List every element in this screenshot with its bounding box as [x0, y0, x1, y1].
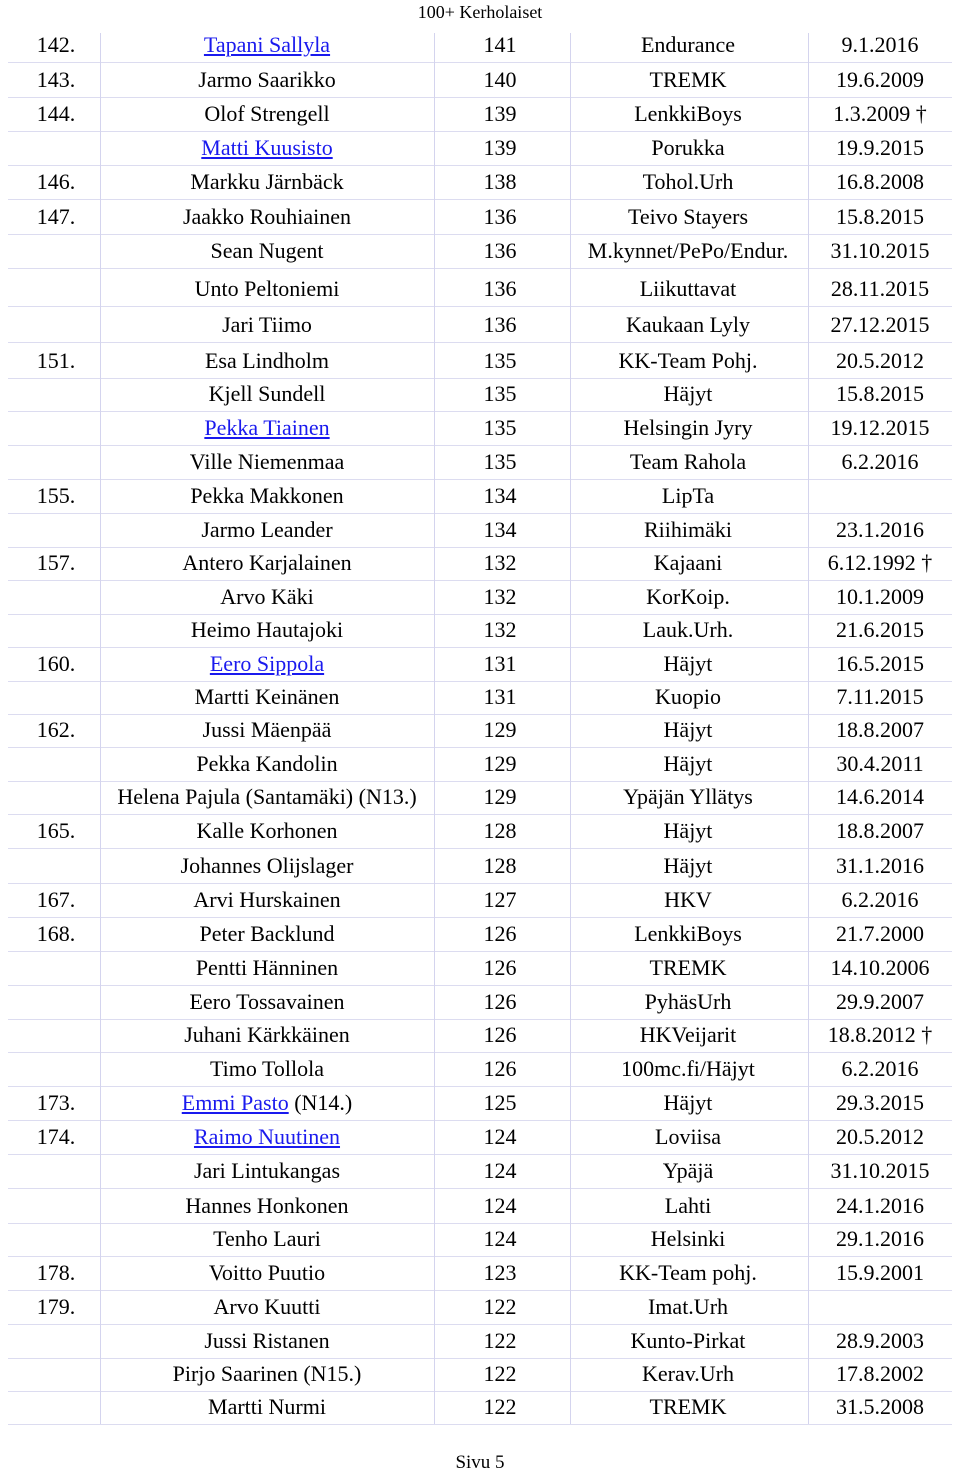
count-cell: 135	[483, 348, 517, 373]
rank-cell: 167.	[36, 887, 76, 912]
count-cell: 125	[483, 1090, 517, 1115]
date-cell: 15.9.2001	[836, 1260, 924, 1285]
count-cell: 129	[483, 717, 517, 742]
name-cell	[100, 479, 434, 513]
name-cell	[100, 308, 434, 342]
name-cell	[100, 344, 434, 378]
name-cell	[100, 747, 434, 781]
table-row	[8, 1018, 952, 1053]
table-row	[8, 1086, 952, 1121]
club-cell: Lauk.Urh.	[642, 617, 734, 642]
rank-cell: 168.	[36, 921, 76, 946]
count-cell: 127	[483, 887, 517, 912]
club-cell: Lahti	[664, 1193, 712, 1218]
date-cell: 20.5.2012	[836, 1124, 924, 1149]
runner-name: Kalle Korhonen	[196, 818, 338, 843]
name-cell	[100, 580, 434, 614]
count-cell: 124	[483, 1193, 517, 1218]
name-cell	[100, 1256, 434, 1290]
name-cell	[100, 165, 434, 199]
count-cell: 126	[483, 921, 517, 946]
rank-cell	[12, 680, 100, 714]
name-cell	[100, 613, 434, 647]
table-row	[8, 814, 952, 849]
table-row	[8, 234, 952, 269]
count-cell: 132	[483, 617, 517, 642]
club-cell: 100mc.fi/Häjyt	[621, 1056, 755, 1081]
count-cell: 135	[483, 381, 517, 406]
date-cell: 9.1.2016	[841, 33, 919, 57]
runner-name: Jari Lintukangas	[193, 1158, 341, 1183]
count-cell: 126	[483, 955, 517, 980]
club-cell: Tohol.Urh	[642, 169, 734, 194]
runner-name: Pekka Makkonen	[190, 483, 344, 508]
runner-name-link[interactable]: Matti Kuusisto	[201, 135, 333, 160]
table-row	[8, 344, 952, 379]
table-row	[8, 131, 952, 166]
date-cell: 6.2.2016	[841, 449, 919, 474]
results-table-body	[8, 33, 952, 1424]
runner-name: Hannes Honkonen	[185, 1193, 349, 1218]
runner-name: Jussi Mäenpää	[202, 717, 332, 742]
runner-name: Arvo Kuutti	[213, 1294, 321, 1319]
name-cell	[100, 780, 434, 814]
header-title: 100+ Kerholaiset	[417, 2, 543, 22]
club-cell: TREMK	[649, 955, 727, 980]
date-cell: 31.10.2015	[830, 238, 930, 263]
date-cell: 21.6.2015	[836, 617, 924, 642]
rank-cell: 160.	[36, 651, 76, 676]
table-row	[8, 917, 952, 952]
date-cell: 16.8.2008	[836, 169, 924, 194]
runner-name: Jari Tiimo	[222, 312, 312, 337]
date-cell: 29.3.2015	[836, 1090, 924, 1115]
rank-cell: 142.	[36, 33, 76, 57]
runner-name: Kjell Sundell	[208, 381, 326, 406]
rank-cell	[12, 951, 100, 985]
name-cell	[100, 1390, 434, 1424]
count-cell: 136	[483, 238, 517, 263]
name-cell	[100, 917, 434, 951]
rank-cell: 151.	[36, 348, 76, 373]
table-row	[8, 33, 952, 63]
count-cell: 129	[483, 751, 517, 776]
rank-cell	[12, 411, 100, 445]
runner-name: Arvo Käki	[220, 584, 314, 609]
rank-cell: 146.	[36, 169, 76, 194]
runner-name-link[interactable]: Pekka Tiainen	[204, 415, 330, 440]
club-cell: HKVeijarit	[639, 1022, 737, 1047]
name-cell	[100, 63, 434, 97]
table-row	[8, 680, 952, 715]
club-cell: PyhäsUrh	[644, 989, 732, 1014]
count-cell: 132	[483, 584, 517, 609]
runner-name: Olof Strengell	[204, 101, 330, 126]
club-cell: Liikuttavat	[639, 276, 737, 301]
runner-name: Sean Nugent	[210, 238, 324, 263]
table-row	[8, 1324, 952, 1359]
rank-cell: 162.	[36, 717, 76, 742]
date-cell: 24.1.2016	[836, 1193, 924, 1218]
club-cell: M.kynnet/PePo/Endur.	[587, 238, 789, 263]
page-header	[0, 0, 960, 28]
table-row	[8, 1120, 952, 1155]
rank-cell	[12, 1189, 100, 1223]
date-cell: 18.8.2007	[836, 818, 924, 843]
count-cell: 139	[483, 101, 517, 126]
table-row	[8, 849, 952, 884]
runner-name-suffix: (N14.)	[288, 1090, 353, 1115]
club-cell: HKV	[664, 887, 712, 912]
count-cell: 129	[483, 784, 517, 809]
date-cell: 19.6.2009	[836, 67, 924, 92]
count-cell: 128	[483, 818, 517, 843]
club-cell: Häjyt	[663, 853, 713, 878]
club-cell: Häjyt	[663, 381, 713, 406]
club-cell: Porukka	[651, 135, 725, 160]
rank-cell: 173.	[36, 1090, 76, 1115]
club-cell: KorKoip.	[646, 584, 730, 609]
name-cell	[100, 131, 434, 165]
count-cell: 131	[483, 684, 517, 709]
club-cell: Kunto-Pirkat	[630, 1328, 746, 1353]
count-cell: 124	[483, 1226, 517, 1251]
runner-name-link[interactable]: Emmi Pasto	[181, 1090, 289, 1115]
count-cell: 141	[483, 33, 517, 57]
name-cell	[100, 883, 434, 917]
count-cell: 122	[483, 1328, 517, 1353]
table-row	[8, 63, 952, 98]
runner-name: Jussi Ristanen	[204, 1328, 330, 1353]
name-cell	[100, 985, 434, 1019]
name-cell	[100, 1357, 434, 1391]
rank-cell	[12, 613, 100, 647]
name-cell	[100, 951, 434, 985]
table-row	[8, 308, 952, 343]
date-cell: 31.10.2015	[830, 1158, 930, 1183]
count-cell: 122	[483, 1394, 517, 1419]
runner-name: Timo Tollola	[210, 1056, 324, 1081]
club-cell: Ypäjän Yllätys	[623, 784, 753, 809]
column-divider	[570, 33, 571, 1424]
table-row	[8, 613, 952, 648]
date-cell: 1.3.2009 †	[833, 101, 927, 126]
page-number: Sivu 5	[455, 1452, 505, 1473]
rank-cell	[12, 445, 100, 479]
table-row	[8, 546, 952, 581]
name-cell	[100, 680, 434, 714]
club-cell: Helsingin Jyry	[623, 415, 753, 440]
rank-cell	[12, 1018, 100, 1052]
name-cell	[100, 1154, 434, 1188]
table-row	[8, 883, 952, 918]
count-cell: 136	[483, 276, 517, 301]
table-row	[8, 272, 952, 307]
club-cell: Häjyt	[663, 717, 713, 742]
club-cell: LenkkiBoys	[634, 921, 742, 946]
club-cell: TREMK	[649, 67, 727, 92]
club-cell: Kerav.Urh	[641, 1361, 735, 1386]
club-cell: KK-Team Pohj.	[618, 348, 758, 373]
club-cell: Häjyt	[663, 1090, 713, 1115]
name-cell	[100, 1324, 434, 1358]
date-cell: 16.5.2015	[836, 651, 924, 676]
runner-name: Unto Peltoniemi	[194, 276, 340, 301]
table-row	[8, 1256, 952, 1291]
count-cell: 135	[483, 415, 517, 440]
runner-name: Pirjo Saarinen (N15.)	[172, 1361, 362, 1386]
table-row	[8, 1290, 952, 1325]
name-cell	[100, 33, 434, 62]
table-row	[8, 1052, 952, 1087]
date-cell: 6.2.2016	[841, 1056, 919, 1081]
club-cell: Häjyt	[663, 818, 713, 843]
runner-name: Antero Karjalainen	[182, 550, 352, 575]
date-cell: 28.9.2003	[836, 1328, 924, 1353]
rank-cell	[12, 377, 100, 411]
column-divider	[100, 33, 101, 1424]
count-cell: 136	[483, 312, 517, 337]
table-row	[8, 200, 952, 235]
runner-name: Markku Järnbäck	[190, 169, 344, 194]
runner-name: Esa Lindholm	[204, 348, 330, 373]
count-cell: 131	[483, 651, 517, 676]
table-row	[8, 747, 952, 782]
rank-cell: 147.	[36, 204, 76, 229]
runner-name: Eero Tossavainen	[189, 989, 345, 1014]
rank-cell	[12, 131, 100, 165]
club-cell: Imat.Urh	[647, 1294, 729, 1319]
name-cell	[100, 1120, 434, 1154]
runner-name: Peter Backlund	[199, 921, 335, 946]
name-cell	[100, 1290, 434, 1324]
count-cell: 140	[483, 67, 517, 92]
club-cell: Kajaani	[653, 550, 723, 575]
club-cell: Kuopio	[655, 684, 721, 709]
table-row	[8, 411, 952, 446]
date-cell: 18.8.2012 †	[827, 1022, 933, 1047]
date-cell: 29.1.2016	[836, 1226, 924, 1251]
table-row	[8, 951, 952, 986]
table-row	[8, 513, 952, 548]
table-row	[8, 580, 952, 615]
rank-cell	[12, 1324, 100, 1358]
runner-name: Martti Keinänen	[194, 684, 340, 709]
runner-name-link[interactable]: Tapani Sallyla	[203, 33, 331, 57]
name-cell	[100, 1086, 434, 1120]
runner-name: Voitto Puutio	[208, 1260, 326, 1285]
page-footer	[0, 1452, 960, 1474]
name-cell	[100, 200, 434, 234]
table-row	[8, 479, 952, 514]
count-cell: 124	[483, 1158, 517, 1183]
name-cell	[100, 546, 434, 580]
name-cell	[100, 713, 434, 747]
club-cell: Teivo Stayers	[627, 204, 749, 229]
date-cell: 27.12.2015	[830, 312, 930, 337]
date-cell: 21.7.2000	[836, 921, 924, 946]
runner-name: Jarmo Leander	[201, 517, 333, 542]
count-cell: 123	[483, 1260, 517, 1285]
date-cell: 7.11.2015	[836, 684, 924, 709]
count-cell: 132	[483, 550, 517, 575]
runner-name: Helena Pajula (Santamäki) (N13.)	[117, 784, 417, 809]
table-row	[8, 1189, 952, 1224]
club-cell: KK-Team pohj.	[619, 1260, 757, 1285]
name-cell	[100, 647, 434, 681]
date-cell: 15.8.2015	[836, 204, 924, 229]
runner-name-link[interactable]: Eero Sippola	[209, 651, 325, 676]
table-row	[8, 97, 952, 132]
runner-name: Arvi Hurskainen	[193, 887, 341, 912]
rank-cell: 157.	[36, 550, 76, 575]
table-row	[8, 1222, 952, 1257]
rank-cell: 155.	[36, 483, 76, 508]
date-cell: 23.1.2016	[836, 517, 924, 542]
club-cell: Helsinki	[650, 1226, 726, 1251]
rank-cell	[12, 1052, 100, 1086]
table-row	[8, 647, 952, 682]
runner-name: Ville Niemenmaa	[189, 449, 345, 474]
name-cell	[100, 1018, 434, 1052]
runner-name: Pekka Kandolin	[196, 751, 338, 776]
count-cell: 136	[483, 204, 517, 229]
club-cell: Loviisa	[655, 1124, 721, 1149]
table-row	[8, 445, 952, 480]
rank-cell: 178.	[36, 1260, 76, 1285]
name-cell	[100, 1189, 434, 1223]
runner-name: Heimo Hautajoki	[190, 617, 344, 642]
name-cell	[100, 445, 434, 479]
rank-cell: 179.	[36, 1294, 76, 1319]
date-cell: 14.10.2006	[830, 955, 930, 980]
rank-cell	[12, 747, 100, 781]
rank-cell	[12, 1357, 100, 1391]
club-cell: Riihimäki	[644, 517, 732, 542]
date-cell: 19.9.2015	[836, 135, 924, 160]
count-cell: 135	[483, 449, 517, 474]
name-cell	[100, 1222, 434, 1256]
table-row	[8, 713, 952, 748]
date-cell: 30.4.2011	[836, 751, 924, 776]
rank-cell: 165.	[36, 818, 76, 843]
date-cell: 31.1.2016	[836, 853, 924, 878]
table-row	[8, 1390, 952, 1425]
date-cell: 6.2.2016	[841, 887, 919, 912]
club-cell: Häjyt	[663, 651, 713, 676]
count-cell: 138	[483, 169, 517, 194]
rank-cell	[12, 580, 100, 614]
date-cell	[808, 1290, 952, 1324]
count-cell: 124	[483, 1124, 517, 1149]
date-cell: 20.5.2012	[836, 348, 924, 373]
count-cell: 126	[483, 989, 517, 1014]
date-cell: 14.6.2014	[836, 784, 924, 809]
runner-name: Martti Nurmi	[208, 1394, 326, 1419]
date-cell: 17.8.2002	[836, 1361, 924, 1386]
rank-cell	[12, 849, 100, 883]
runner-name: Pentti Hänninen	[195, 955, 339, 980]
rank-cell: 143.	[36, 67, 76, 92]
name-cell	[100, 513, 434, 547]
table-row	[8, 780, 952, 815]
club-cell: LipTa	[661, 483, 715, 508]
column-divider	[434, 33, 435, 1424]
count-cell: 139	[483, 135, 517, 160]
column-divider	[808, 33, 809, 1424]
rank-cell	[12, 985, 100, 1019]
name-cell	[100, 377, 434, 411]
count-cell: 122	[483, 1361, 517, 1386]
count-cell: 128	[483, 853, 517, 878]
table-row	[8, 985, 952, 1020]
count-cell: 134	[483, 517, 517, 542]
date-cell: 6.12.1992 †	[827, 550, 933, 575]
date-cell: 15.8.2015	[836, 381, 924, 406]
rank-cell	[12, 234, 100, 268]
club-cell: Ypäjä	[662, 1158, 714, 1183]
club-cell: TREMK	[649, 1394, 727, 1419]
runner-name: Johannes Olijslager	[180, 853, 354, 878]
name-cell	[100, 411, 434, 445]
rank-cell	[12, 513, 100, 547]
rank-cell	[12, 1390, 100, 1424]
name-cell	[100, 272, 434, 306]
date-cell: 31.5.2008	[836, 1394, 924, 1419]
name-cell	[100, 1052, 434, 1086]
rank-cell	[12, 780, 100, 814]
club-cell: Kaukaan Lyly	[625, 312, 751, 337]
runner-name: Tenho Lauri	[213, 1226, 321, 1251]
rank-cell	[12, 308, 100, 342]
date-cell: 18.8.2007	[836, 717, 924, 742]
date-cell: 10.1.2009	[836, 584, 924, 609]
club-cell: LenkkiBoys	[634, 101, 742, 126]
count-cell: 134	[483, 483, 517, 508]
runner-name: Jarmo Saarikko	[198, 67, 336, 92]
rank-cell	[12, 1222, 100, 1256]
count-cell: 126	[483, 1022, 517, 1047]
club-cell: Häjyt	[663, 751, 713, 776]
club-cell: Team Rahola	[629, 449, 747, 474]
rank-cell: 174.	[36, 1124, 76, 1149]
results-table	[8, 33, 952, 1427]
name-cell	[100, 234, 434, 268]
rank-cell: 144.	[36, 101, 76, 126]
rank-cell	[12, 272, 100, 306]
runner-name: Jaakko Rouhiainen	[182, 204, 352, 229]
date-cell: 29.9.2007	[836, 989, 924, 1014]
name-cell	[100, 97, 434, 131]
runner-name-link[interactable]: Raimo Nuutinen	[193, 1124, 341, 1149]
table-row	[8, 377, 952, 412]
table-row	[8, 1154, 952, 1189]
date-cell: 19.12.2015	[830, 415, 930, 440]
rank-cell	[12, 1154, 100, 1188]
table-row	[8, 1357, 952, 1392]
name-cell	[100, 814, 434, 848]
table-row	[8, 165, 952, 200]
date-cell: 28.11.2015	[830, 276, 930, 301]
runner-name: Juhani Kärkkäinen	[184, 1022, 350, 1047]
count-cell: 126	[483, 1056, 517, 1081]
name-cell	[100, 849, 434, 883]
date-cell	[808, 479, 952, 513]
count-cell: 122	[483, 1294, 517, 1319]
club-cell: Endurance	[640, 33, 736, 57]
